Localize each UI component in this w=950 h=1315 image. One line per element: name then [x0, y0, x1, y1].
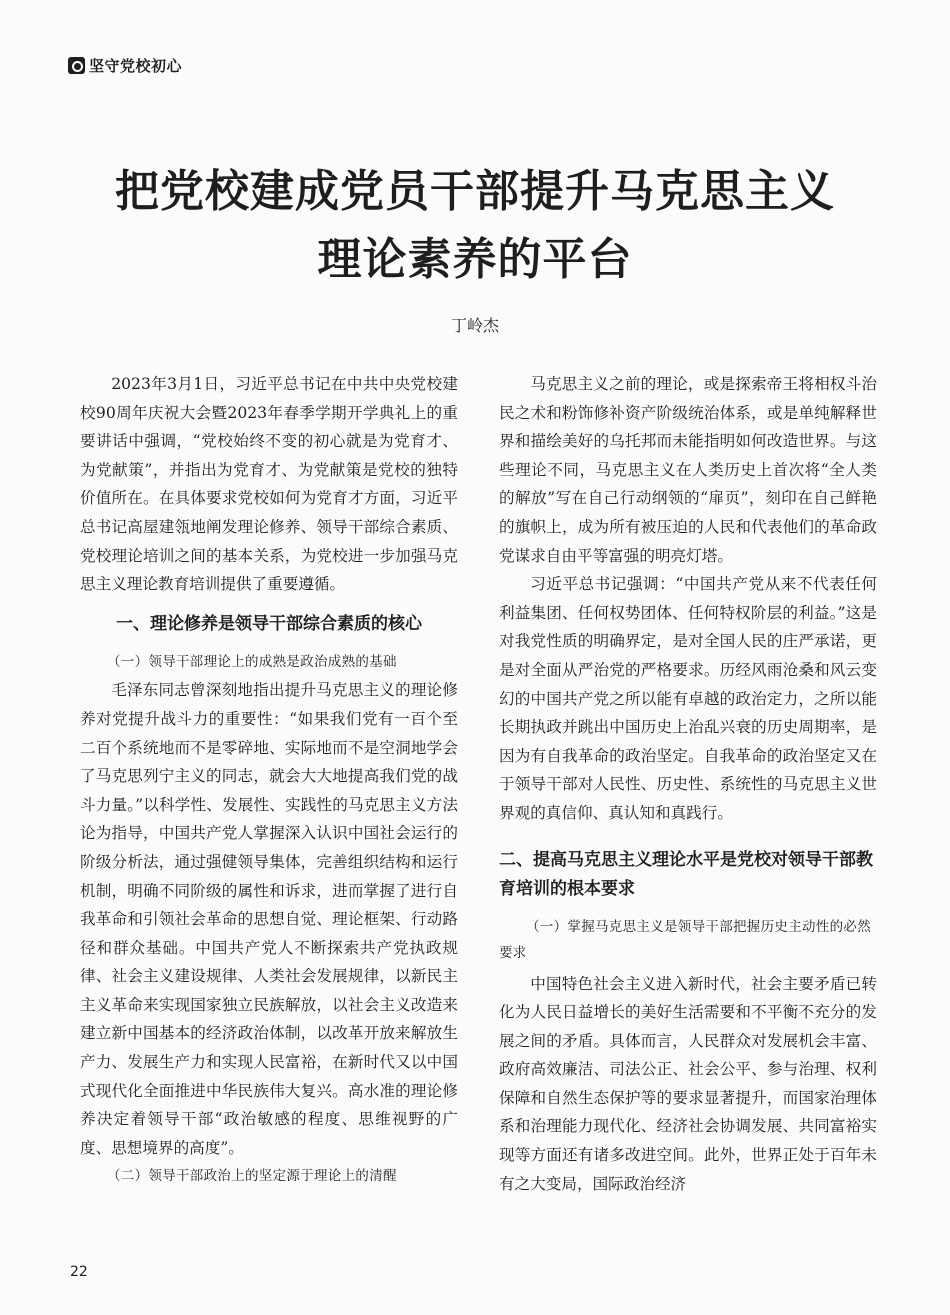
section-heading-2: 二、提高马克思主义理论水平是党校对领导干部教育培训的根本要求 [499, 849, 873, 899]
right-column [499, 370, 877, 1198]
page-number: 22 [70, 1264, 88, 1280]
left-column [80, 370, 458, 1191]
author: 丁岭杰 [450, 316, 499, 335]
subsection-heading-1-1: （一）领导干部理论上的成熟是政治成熟的基础 [107, 653, 397, 670]
article-title-line-1: 把党校建成党员干部提升马克思主义 [115, 166, 835, 217]
article-title-line-2: 理论素养的平台 [317, 234, 633, 285]
section-heading-1: 一、理论修养是领导干部综合素质的核心 [116, 613, 422, 634]
intro-paragraph: 2023年3月1日，习近平总书记在中共中央党校建校90周年庆祝大会暨2023年春季学期开学典礼上的重要讲话中强调，“党校始终不变的初心就是为党育才、为党献策”，并指出为党育才、为党献策是党校的独特价值所在。在具体要求党校如何为党育才方面，习近平总书记高屋建瓴地阐发理论修养、领导干部综合素质、党校理论培训之间的基本关系，为党校进一步加强马克思主义理论教育培训提供了重要遵循。 [80, 375, 458, 594]
body-paragraph: 毛泽东同志曾深刻地指出提升马克思主义的理论修养对党提升战斗力的重要性：“如果我们党有一百个至二百个系统地而不是零碎地、实际地而不是空洞地学会了马克思列宁主义的同志，就会大大地提高我们党的战斗力量。”以科学性、发展性、实践性的马克思主义方法论为指导，中国共产党人掌握深入认识中国社会运行的阶级分析法，通过强健领导集体，完善组织结构和运行机制，明确不同阶级的属性和诉求，进而掌握了进行自我革命和引领社会革命的思想自觉、理论框架、行动路径和群众基础。中国共产党人不断探索共产党执政规律、社会主义建设规律、人类社会发展规律，以新民主主义革命来实现国家独立民族解放，以社会主义改造来建立新中国基本的经济政治体制，以改革开放来解放生产力、发展生产力和实现人民富裕，在新时代又以中国式现代化全面推进中华民族伟大复兴。高水准的理论修养决定着领导干部“政治敏感的程度、思维视野的广度、思想境界的高度”。 [80, 681, 458, 1157]
body-paragraph: 马克思主义之前的理论，或是探索帝王将相权斗治民之术和粉饰修补资产阶级统治体系，或是单纯解释世界和描绘美好的乌托邦而未能指明如何改造世界。与这些理论不同，马克思主义在人类历史上首次将“全人类的解放”写在自己行动纲领的“扉页”，刻印在自己鲜艳的旗帜上，成为所有被压迫的人民和代表他们的革命政党谋求自由平等富强的明亮灯塔。 [499, 375, 877, 565]
magnifier-icon [68, 57, 85, 74]
body-paragraph: 中国特色社会主义进入新时代，社会主要矛盾已转化为人民日益增长的美好生活需要和不平衡不充分的发展之间的矛盾。具体而言，人民群众对发展机会丰富、政府高效廉洁、司法公正、社会公平、参与治理、权利保障和自然生态保护等的要求显著提升，而国家治理体系和治理能力现代化、经济社会协调发展、共同富裕实现等方面还有诸多改进空间。此外，世界正处于百年未有之大变局，国际政治经济 [499, 974, 877, 1193]
article-title [0, 158, 950, 294]
section-header-text: 坚守党校初心 [89, 57, 183, 75]
subsection-heading-2-1: （一）掌握马克思主义是领导干部把握历史主动性的必然要求 [499, 918, 871, 961]
body-paragraph: 习近平总书记强调：“中国共产党从来不代表任何利益集团、任何权势团体、任何特权阶层的利益。”这是对我党性质的明确界定，是对全国人民的庄严承诺，更是对全面从严治党的严格要求。历经风雨沧桑和风云变幻的中国共产党之所以能有卓越的政治定力，之所以能长期执政并跳出中国历史上治乱兴衰的历史周期率，是因为有自我革命的政治坚定。自我革命的政治坚定又在于领导干部对人民性、历史性、系统性的马克思主义世界观的真信仰、真认知和真践行。 [499, 575, 877, 822]
subsection-heading-1-2: （二）领导干部政治上的坚定源于理论上的清醒 [107, 1168, 397, 1185]
section-header [68, 55, 182, 76]
